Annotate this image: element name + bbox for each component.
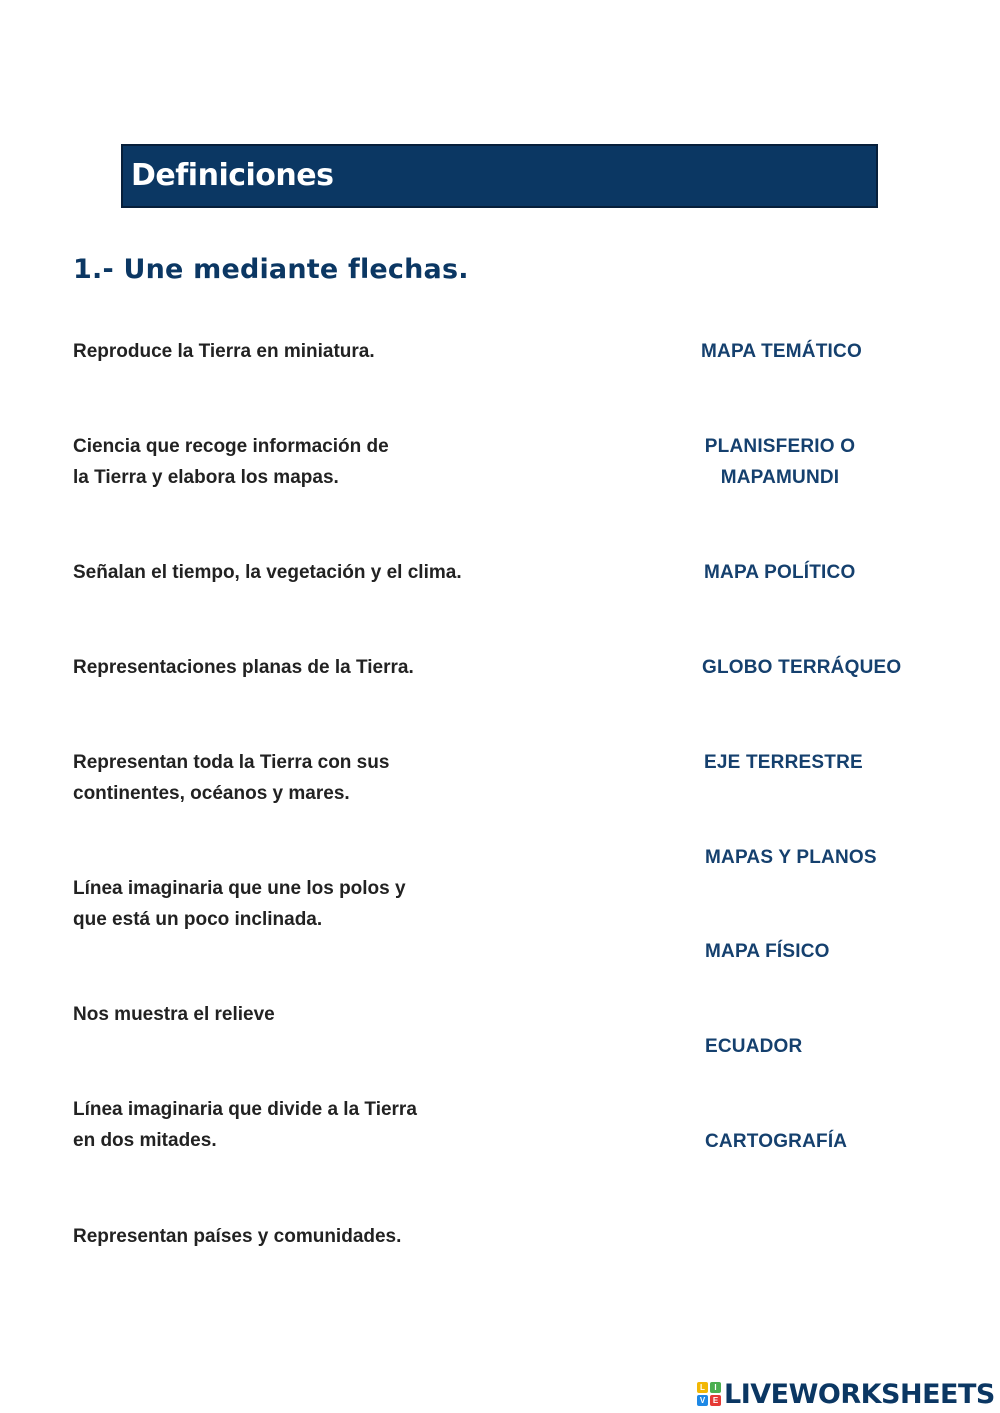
definition-line: la Tierra y elabora los mapas. xyxy=(73,467,339,488)
term-line: MAPA FÍSICO xyxy=(705,941,830,962)
exercise-instruction: 1.- Une mediante flechas. xyxy=(73,254,469,285)
definition-item[interactable] xyxy=(73,652,633,683)
definition-line: Señalan el tiempo, la vegetación y el clima. xyxy=(73,562,462,583)
term-line: MAPA TEMÁTICO xyxy=(701,341,862,362)
term-item[interactable] xyxy=(701,336,862,367)
definition-line: Nos muestra el relieve xyxy=(73,1004,275,1025)
term-item[interactable] xyxy=(702,652,901,683)
liveworksheets-logo xyxy=(697,1377,995,1411)
term-line: EJE TERRESTRE xyxy=(704,752,863,773)
logo-letter: V xyxy=(697,1395,708,1406)
definition-item[interactable] xyxy=(73,999,633,1030)
definition-item[interactable] xyxy=(73,431,633,493)
definition-line: Representan toda la Tierra con sus xyxy=(73,752,390,773)
logo-text: LIVEWORKSHEETS xyxy=(724,1378,995,1410)
term-item[interactable] xyxy=(705,842,877,873)
definition-item[interactable] xyxy=(73,336,633,367)
page-title: Definiciones xyxy=(131,158,334,193)
title-banner xyxy=(121,144,878,208)
term-item[interactable] xyxy=(705,936,830,967)
definition-item[interactable] xyxy=(73,1094,633,1156)
term-line: ECUADOR xyxy=(705,1036,803,1057)
definition-item[interactable] xyxy=(73,557,633,588)
term-item[interactable] xyxy=(704,747,863,778)
definition-line: Ciencia que recoge información de xyxy=(73,436,389,457)
logo-letter: L xyxy=(697,1382,708,1393)
term-line: MAPAS Y PLANOS xyxy=(705,847,877,868)
term-item[interactable] xyxy=(705,1031,802,1062)
term-item[interactable] xyxy=(705,1126,847,1157)
term-line: GLOBO TERRÁQUEO xyxy=(702,657,902,678)
term-item[interactable] xyxy=(703,431,857,493)
logo-mark-icon xyxy=(697,1382,721,1406)
definition-line: Representaciones planas de la Tierra. xyxy=(73,657,414,678)
term-item[interactable] xyxy=(704,557,855,588)
definition-line: Línea imaginaria que une los polos y xyxy=(73,878,406,899)
term-line: CARTOGRAFÍA xyxy=(705,1131,848,1152)
logo-letter: E xyxy=(710,1395,721,1406)
term-line: MAPA POLÍTICO xyxy=(704,562,856,583)
definition-line: que está un poco inclinada. xyxy=(73,909,323,930)
definition-line: en dos mitades. xyxy=(73,1130,217,1151)
definition-line: continentes, océanos y mares. xyxy=(73,783,350,804)
definition-item[interactable] xyxy=(73,747,633,809)
logo-letter: I xyxy=(710,1382,721,1393)
definition-line: Línea imaginaria que divide a la Tierra xyxy=(73,1099,417,1120)
definition-item[interactable] xyxy=(73,873,633,935)
definition-line: Reproduce la Tierra en miniatura. xyxy=(73,341,375,362)
definition-item[interactable] xyxy=(73,1221,633,1252)
term-line: MAPAMUNDI xyxy=(720,467,840,488)
term-line: PLANISFERIO O xyxy=(704,436,856,457)
definition-line: Representan países y comunidades. xyxy=(73,1226,402,1247)
